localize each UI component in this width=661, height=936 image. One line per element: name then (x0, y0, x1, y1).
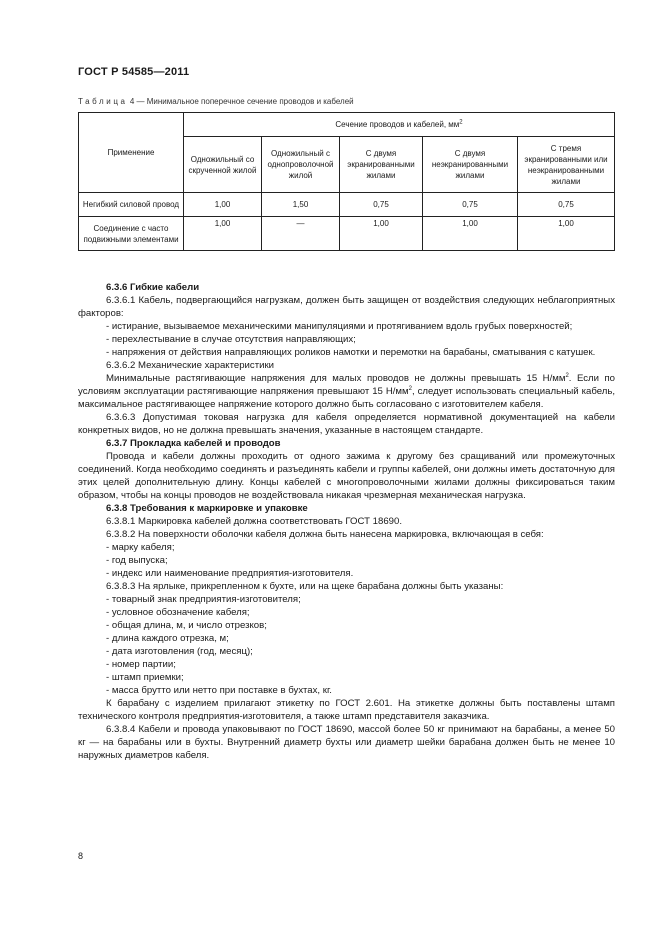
list-item: - дата изготовления (год, месяц); (106, 646, 253, 657)
tensile-text-2: . Если по условиям эксплуатации растягивающие напряжения превышают 15 Н/мм (78, 373, 615, 397)
heading-6-3-6: 6.3.6 Гибкие кабели (106, 282, 200, 293)
page-header-doc-id: ГОСТ Р 54585—2011 (78, 66, 190, 78)
list-item: - напряжения от действия направляющих роликов намотки и перемотки на барабаны, сматывания с катушек. (106, 347, 596, 358)
heading-6-3-8: 6.3.8 Требования к маркировке и упаковке (106, 503, 308, 514)
paragraph-6-3-8-3: 6.3.8.3 На ярлыке, прикрепленном к бухте, или на щеке барабана должны быть указаны: (106, 581, 504, 592)
list-item: - истирание, вызываемое механическими манипуляциями и протягиванием вдоль грубых поверхностей; (106, 321, 573, 332)
table-row-label: Негибкий силовой провод (79, 193, 184, 217)
table-header-col: С двумя неэкранированными жилами (423, 137, 518, 193)
table-caption-word: Таблица (78, 97, 128, 106)
table-header-col: Одножильный с однопроволочной жилой (262, 137, 340, 193)
page-number: 8 (78, 851, 84, 861)
paragraph-6-3-8-4: 6.3.8.4 Кабели и провода упаковывают по ГОСТ 18690, массой более 50 кг принимают на барабаны, а менее 50 кг — на барабаны или в бухты. Внутренний диаметр бухты или диаметр шейки барабана должен быть не менее 10 наружных диаметров кабеля. (78, 724, 615, 761)
table-header-col: С тремя экранированными или неэкранированными жилами (518, 137, 615, 193)
table-header-group (184, 113, 615, 137)
table-header-group-label: Сечение проводов и кабелей, мм (335, 120, 460, 129)
table-caption (78, 97, 354, 106)
table-cell: 0,75 (518, 193, 615, 217)
table-cell: — (262, 217, 340, 251)
list-item: - штамп приемки; (106, 672, 184, 683)
list-item: - марку кабеля; (106, 542, 175, 553)
paragraph-6-3-7: Провода и кабели должны проходить от одного зажима к другому без сращиваний или промежуточных соединений. Когда необходимо соединять и разъединять кабели и группы кабелей, они должны иметь достаточную для этих целей дополнительную длину. Концы кабелей с многопроволочными жилами должны фиксироваться таким образом, чтобы на концы проводов не воздействовала никакая чрезмерная механическая нагрузка. (78, 451, 615, 501)
cable-section-table (78, 112, 615, 251)
list-item: - масса брутто или нетто при поставке в бухтах, кг. (106, 685, 332, 696)
table-caption-title: 4 — Минимальное поперечное сечение проводов и кабелей (129, 97, 354, 106)
table-row (79, 193, 615, 217)
table-row (79, 217, 615, 251)
paragraph-6-3-6-1: 6.3.6.1 Кабель, подвергающийся нагрузкам, должен быть защищен от воздействия следующих неблагоприятных факторов: (78, 295, 615, 319)
list-item: - номер партии; (106, 659, 176, 670)
list-item: - условное обозначение кабеля; (106, 607, 250, 618)
table-cell: 1,00 (184, 217, 262, 251)
table-cell: 0,75 (340, 193, 423, 217)
table-cell: 1,00 (184, 193, 262, 217)
paragraph-6-3-6-2: 6.3.6.2 Механические характеристики (106, 360, 275, 371)
heading-6-3-7: 6.3.7 Прокладка кабелей и проводов (106, 438, 281, 449)
table-header-col: Одножильный со скрученной жилой (184, 137, 262, 193)
paragraph-6-3-6-3: 6.3.6.3 Допустимая токовая нагрузка для кабеля определяется нормативной документацией на кабели конкретных видов, но не должна превышать значения, указанные в настоящем стандарте. (78, 412, 615, 436)
table-header-col: С двумя экранированными жилами (340, 137, 423, 193)
tensile-sup-1: 2 (565, 372, 569, 379)
list-item: - год выпуска; (106, 555, 168, 566)
table-cell: 0,75 (423, 193, 518, 217)
tensile-text-3: , следует использовать специальный кабель, максимальное растягивающее напряжение которого должно быть согласовано с изготовителем кабеля. (78, 386, 615, 410)
table-cell: 1,00 (340, 217, 423, 251)
table-header-application: Применение (79, 113, 184, 193)
body-text (78, 281, 615, 762)
list-item: - индекс или наименование предприятия-изготовителя. (106, 568, 354, 579)
paragraph-tensile (78, 372, 615, 411)
paragraph-6-3-8-1: 6.3.8.1 Маркировка кабелей должна соответствовать ГОСТ 18690. (106, 516, 402, 527)
list-item: - общая длина, м, и число отрезков; (106, 620, 267, 631)
table-row-label: Соединение с часто подвижными элементами (79, 217, 184, 251)
table-cell: 1,00 (423, 217, 518, 251)
list-item: - длина каждого отрезка, м; (106, 633, 229, 644)
paragraph-6-3-8-2: 6.3.8.2 На поверхности оболочки кабеля должна быть нанесена маркировка, включающая в себя: (106, 529, 544, 540)
list-item: - товарный знак предприятия-изготовителя; (106, 594, 301, 605)
tensile-text-1: Минимальные растягивающие напряжения для малых проводов не должны превышать 15 Н/мм (106, 373, 566, 384)
tensile-sup-2: 2 (408, 385, 412, 392)
table-cell: 1,00 (518, 217, 615, 251)
table-header-group-sup: 2 (459, 119, 463, 126)
table-cell: 1,50 (262, 193, 340, 217)
list-item: - перехлестывание в случае отсутствия направляющих; (106, 334, 356, 345)
paragraph-label-note: К барабану с изделием прилагают этикетку по ГОСТ 2.601. На этикетке должны быть поставлены штамп технического контроля предприятия-изготовителя, а также штамп представителя заказчика. (78, 698, 615, 722)
